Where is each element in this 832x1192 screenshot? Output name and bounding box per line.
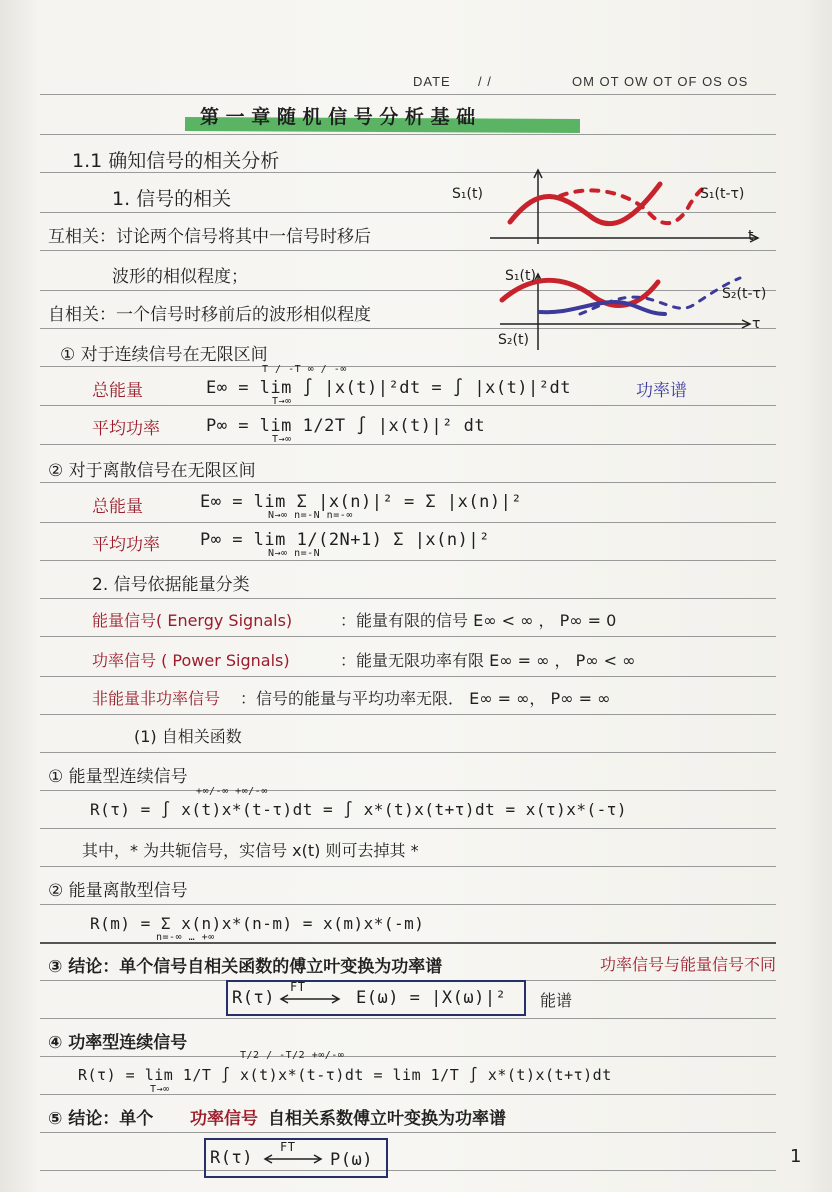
s2-curve [540, 302, 665, 314]
neither-signal-label: 非能量非功率信号 [92, 689, 221, 708]
discrete-energy-formula: E∞ = lim Σ |x(n)|² = Σ |x(n)|² [200, 492, 523, 512]
s1-shift-curve [560, 186, 708, 223]
energy-discrete-heading: ② 能量离散型信号 [48, 881, 188, 901]
discrete-heading: ② 对于离散信号在无限区间 [48, 461, 256, 481]
energy-discrete-bounds: n=-∞ … +∞ [156, 932, 215, 943]
continuous-power-formula: P∞ = lim 1/2T ∫ |x(t)|² dt [206, 416, 486, 436]
section-1-1: 1.1 确知信号的相关分析 [72, 150, 280, 172]
continuous-heading: ① 对于连续信号在无限区间 [60, 345, 268, 365]
continuous-energy-note: 功率谱 [636, 381, 687, 401]
date-label: DATE [413, 74, 451, 89]
conclusion-5-box-ft: FT [280, 1140, 296, 1154]
power-signal-label: 功率信号 ( Power Signals) [92, 651, 290, 670]
conclusion-3-box-right: E(ω) = |X(ω)|² [356, 988, 507, 1008]
sub-heading-2: 2. 信号依据能量分类 [92, 575, 250, 595]
chapter-title: 第 一 章 随 机 信 号 分 析 基 础 [200, 106, 476, 128]
power-signal-desc: ：能量无限功率有限 E∞ = ∞ ， P∞ < ∞ [340, 651, 636, 670]
s1-shift-label: S₁(t-τ) [700, 186, 745, 202]
continuous-energy-label: 总能量 [92, 381, 143, 401]
discrete-energy-sub: N→∞ n=-N n=-∞ [268, 510, 353, 521]
discrete-energy-label: 总能量 [92, 497, 143, 517]
conclusion-5-text-b: 自相关系数傅立叶变换为功率谱 [268, 1109, 506, 1129]
conclusion-5-box-right: P(ω) [330, 1150, 373, 1170]
continuous-power-lim: T→∞ [272, 434, 292, 445]
power-continuous-bounds: T/2 / -T/2 +∞/-∞ [240, 1050, 345, 1061]
continuous-energy-lim: T→∞ [272, 396, 292, 407]
weekday-checkboxes: OM OT OW OT OF OS OS [572, 74, 749, 89]
power-continuous-lim: T→∞ [150, 1084, 170, 1095]
ft-double-arrow-icon [278, 994, 342, 1004]
energy-continuous-heading: ① 能量型连续信号 [48, 767, 188, 787]
discrete-power-formula: P∞ = lim 1/(2N+1) Σ |x(n)|² [200, 530, 490, 550]
power-continuous-heading: ④ 功率型连续信号 [48, 1033, 188, 1053]
energy-continuous-bounds: +∞/-∞ +∞/-∞ [196, 786, 268, 797]
neither-signal-desc: ：信号的能量与平均功率无限． E∞ = ∞， P∞ = ∞ [240, 689, 611, 708]
conclusion-3-text: ③ 结论：单个信号自相关函数的傅立叶变换为功率谱 [48, 957, 443, 977]
energy-discrete-formula: R(m) = Σ x(n)x*(n-m) = x(m)x*(-m) [90, 914, 425, 933]
conclusion-3-box-left: R(τ) [232, 988, 275, 1008]
conclusion-5-box-left: R(τ) [210, 1148, 253, 1168]
energy-signal-label: 能量信号( Energy Signals) [92, 611, 293, 630]
discrete-power-label: 平均功率 [92, 535, 160, 555]
discrete-power-sub: N→∞ n=-N [268, 548, 321, 559]
page-number: 1 [790, 1146, 802, 1167]
conclusion-3-box-tail: 能谱 [540, 991, 573, 1010]
t-axis-label: t [748, 228, 754, 244]
conclusion-5-text-a: ⑤ 结论：单个 [48, 1109, 154, 1129]
continuous-energy-bounds: T / -T ∞ / -∞ [262, 364, 347, 375]
conclusion-3-note: 功率信号与能量信号不同 [600, 955, 777, 974]
continuous-energy-formula: E∞ = lim ∫ |x(t)|²dt = ∫ |x(t)|²dt [206, 378, 571, 398]
s1-lower-curve [502, 280, 658, 305]
sub-heading-1: 1. 信号的相关 [112, 188, 232, 210]
power-continuous-formula: R(τ) = lim 1/T ∫ x(t)x*(t-τ)dt = lim 1/T ∫ x*(t)x(t+τ)dt [78, 1066, 612, 1084]
conclusion-5-text-red: 功率信号 [190, 1109, 258, 1129]
tau-axis-label: τ [752, 316, 761, 332]
conclusion-3-box-ft: FT [290, 980, 306, 994]
s1-label: S₁(t) [452, 186, 483, 202]
energy-signal-desc: ：能量有限的信号 E∞ < ∞ ， P∞ = 0 [340, 611, 617, 630]
s2-label: S₂(t) [498, 332, 529, 348]
cross-corr-line-1: 互相关：讨论两个信号将其中一信号时移后 [48, 227, 371, 247]
continuous-power-label: 平均功率 [92, 419, 160, 439]
s1-lower-label: S₁(t) [505, 268, 536, 284]
s2-shift-label: S₂(t-τ) [722, 286, 767, 302]
energy-continuous-formula: R(τ) = ∫ x(t)x*(t-τ)dt = ∫ x*(t)x(t+τ)dt = x(τ)x*(-τ) [90, 800, 628, 819]
autocorr-heading: (1) 自相关函数 [134, 727, 242, 746]
ft-double-arrow-icon-2 [262, 1154, 324, 1164]
cross-corr-line-2: 波形的相似程度； [112, 267, 248, 287]
energy-continuous-note: 其中，* 为共轭信号，实信号 x(t) 则可去掉其 * [82, 841, 419, 860]
date-slashes: / / [478, 74, 492, 89]
auto-corr-line: 自相关：一个信号时移前后的波形相似程度 [48, 305, 371, 325]
